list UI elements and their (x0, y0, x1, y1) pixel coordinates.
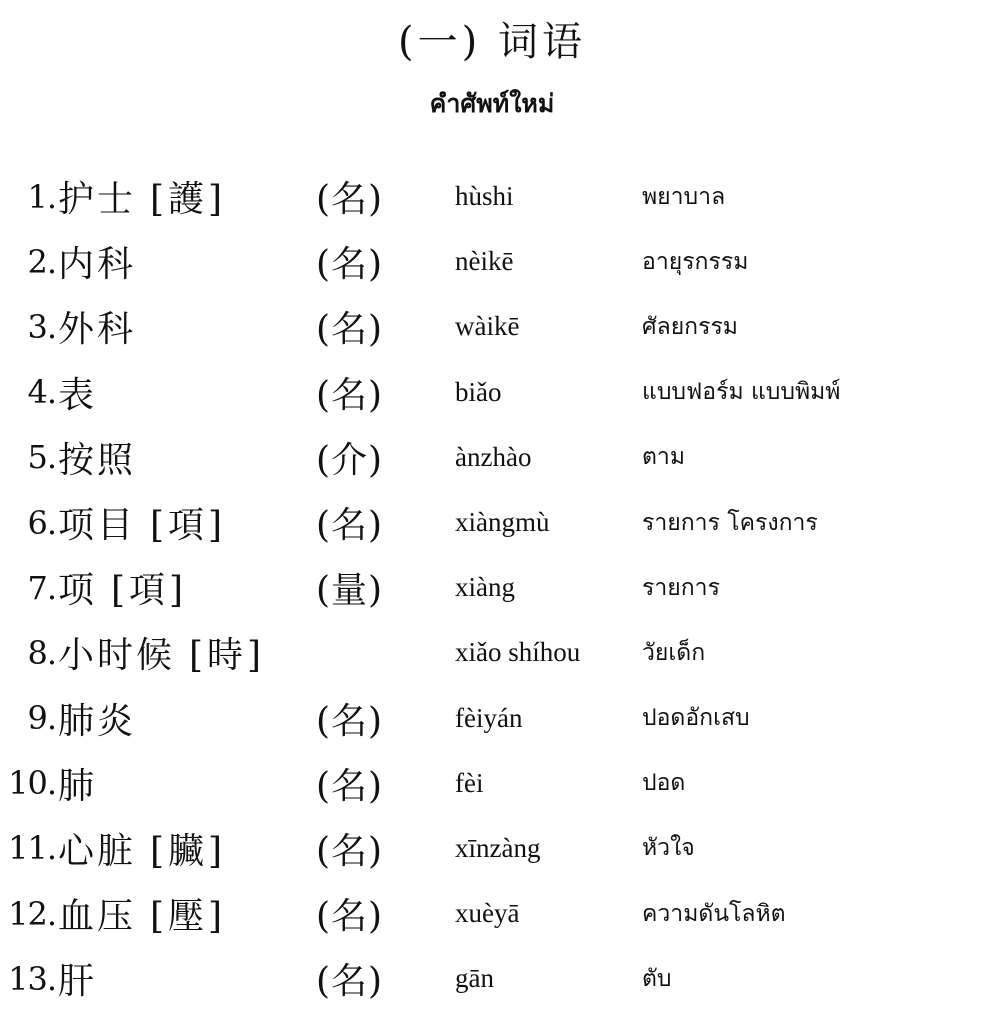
chinese-word (58, 490, 226, 555)
vocab-row (0, 881, 984, 946)
chinese-word (58, 425, 150, 490)
item-number: 9. (27, 699, 56, 738)
pinyin: xuèyā (455, 898, 520, 929)
thai-translation: ตาม (642, 444, 686, 471)
simplified-word: 血压 (58, 896, 137, 938)
chinese-word (58, 164, 226, 229)
item-number: 13. (8, 959, 56, 998)
thai-translation: ปอดอักเสบ (642, 705, 750, 732)
part-of-speech: (名) (316, 830, 384, 872)
thai-translation: ปอด (642, 770, 686, 797)
thai-translation: รายการ โครงการ (642, 509, 818, 536)
traditional-form: [壓] (150, 896, 227, 938)
item-number: 8. (27, 633, 56, 672)
simplified-word: 肺 (58, 765, 98, 807)
item-number: 5. (27, 438, 56, 477)
thai-translation: ตับ (642, 965, 672, 992)
traditional-form: [項] (111, 570, 188, 612)
item-number: 10. (8, 764, 56, 803)
part-of-speech: (量) (316, 570, 384, 612)
page-title: (一) 词语 (398, 19, 586, 65)
thai-translation: หัวใจ (642, 835, 695, 862)
simplified-word: 护士 (58, 179, 137, 221)
vocab-row (0, 751, 984, 816)
pinyin: nèikē (455, 246, 514, 277)
vocab-row (0, 294, 984, 359)
page-subtitle: คำศัพท์ใหม่ (429, 89, 555, 118)
chinese-word (58, 229, 150, 294)
vocab-row (0, 686, 984, 751)
part-of-speech: (名) (316, 961, 384, 1003)
item-number: 11. (8, 829, 56, 868)
vocab-row (0, 360, 984, 425)
part-of-speech: (名) (316, 244, 384, 286)
chinese-word (58, 620, 265, 685)
pinyin: gān (455, 963, 494, 994)
vocab-row (0, 946, 984, 1011)
simplified-word: 项 (58, 570, 98, 612)
item-number: 1. (27, 177, 56, 216)
chinese-word (58, 555, 187, 620)
part-of-speech: (名) (316, 896, 384, 938)
simplified-word: 表 (58, 374, 98, 416)
simplified-word: 外科 (58, 309, 137, 351)
thai-translation: อายุรกรรม (642, 248, 749, 275)
simplified-word: 心脏 (58, 830, 137, 872)
simplified-word: 小时候 (58, 635, 176, 677)
thai-translation: พยาบาล (642, 183, 726, 210)
chinese-word (58, 686, 150, 751)
pinyin: hùshi (455, 181, 514, 212)
vocab-row (0, 229, 984, 294)
vocab-row (0, 425, 984, 490)
item-number: 7. (27, 568, 56, 607)
part-of-speech: (名) (316, 179, 384, 221)
chinese-word (58, 816, 226, 881)
chinese-word (58, 294, 150, 359)
pinyin: xīnzàng (455, 832, 541, 863)
item-number: 12. (8, 894, 56, 933)
traditional-form: [時] (189, 635, 266, 677)
vocab-row (0, 490, 984, 555)
simplified-word: 项目 (58, 505, 137, 547)
thai-translation: แบบฟอร์ม แบบพิมพ์ (642, 379, 841, 406)
chinese-word (58, 946, 111, 1011)
item-number: 4. (27, 373, 56, 412)
pinyin: ànzhào (455, 441, 532, 472)
vocab-row (0, 816, 984, 881)
thai-translation: ศัลยกรรม (642, 313, 738, 340)
simplified-word: 内科 (58, 244, 137, 286)
chinese-word (58, 751, 111, 816)
part-of-speech: (名) (316, 505, 384, 547)
pinyin: fèi (455, 767, 484, 798)
item-number: 3. (27, 307, 56, 346)
pinyin: biǎo (455, 376, 502, 407)
vocab-row (0, 620, 984, 685)
pinyin: xiàngmù (455, 507, 550, 538)
pinyin: xiàng (455, 572, 515, 603)
item-number: 6. (27, 503, 56, 542)
pinyin: fèiyán (455, 702, 523, 733)
part-of-speech: (介) (316, 439, 384, 481)
item-number: 2. (27, 242, 56, 281)
vocab-row (0, 164, 984, 229)
pinyin: wàikē (455, 311, 520, 342)
part-of-speech: (名) (316, 700, 384, 742)
simplified-word: 按照 (58, 439, 137, 481)
vocab-row (0, 555, 984, 620)
part-of-speech: (名) (316, 309, 384, 351)
simplified-word: 肝 (58, 961, 98, 1003)
traditional-form: [臟] (150, 830, 227, 872)
chinese-word (58, 881, 226, 946)
part-of-speech: (名) (316, 374, 384, 416)
pinyin: xiǎo shíhou (455, 637, 581, 668)
thai-translation: วัยเด็ก (642, 639, 706, 666)
thai-translation: รายการ (642, 574, 720, 601)
part-of-speech: (名) (316, 765, 384, 807)
thai-translation: ความดันโลหิต (642, 900, 786, 927)
traditional-form: [項] (150, 505, 227, 547)
chinese-word (58, 360, 111, 425)
simplified-word: 肺炎 (58, 700, 137, 742)
vocab-list (0, 164, 984, 1011)
traditional-form: [護] (150, 179, 227, 221)
